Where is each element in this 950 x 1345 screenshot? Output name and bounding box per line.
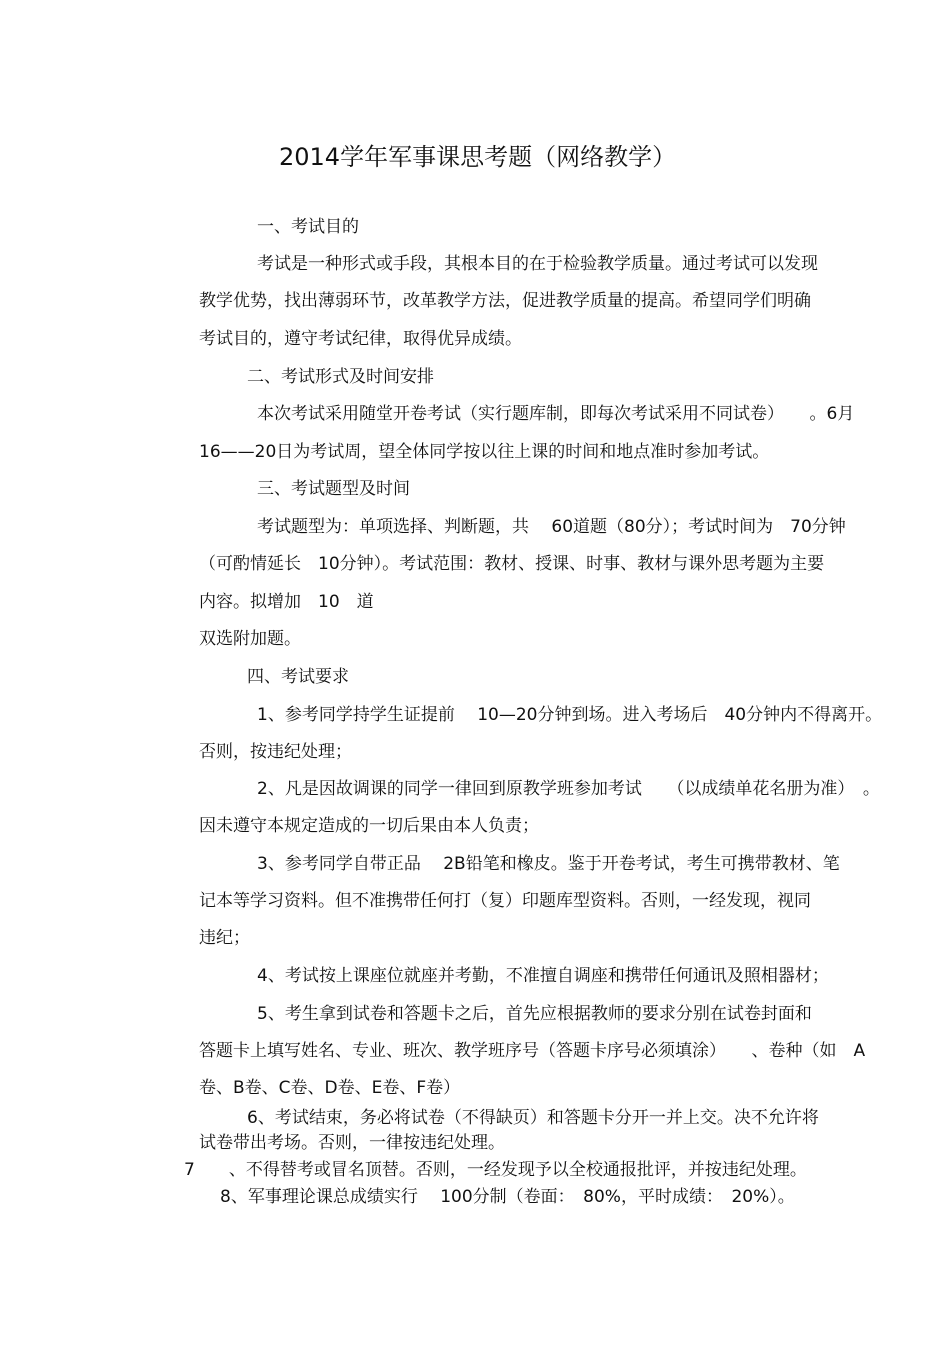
paragraph-line: 因未遵守本规定造成的一切后果由本人负责；: [199, 816, 539, 836]
document-title: 2014学年军事课思考题（网络教学）: [279, 143, 677, 171]
paragraph-line: 8、军事理论课总成绩实行 100分制（卷面： 80%，平时成绩： 20%）。: [220, 1187, 795, 1207]
paragraph-line: 记本等学习资料。但不准携带任何打（复）印题库型资料。否则，一经发现，视同: [199, 891, 811, 911]
paragraph-line: 16——20日为考试周，望全体同学按以往上课的时间和地点准时参加考试。: [199, 442, 770, 462]
section-heading: 四、考试要求: [247, 667, 349, 687]
section-heading: 三、考试题型及时间: [257, 479, 410, 499]
paragraph-line: 本次考试采用随堂开卷考试（实行题库制，即每次考试采用不同试卷） 。6月: [257, 404, 855, 424]
paragraph-line: 4、考试按上课座位就座并考勤，不准擅自调座和携带任何通讯及照相器材；: [257, 966, 829, 986]
paragraph-line: 答题卡上填写姓名、专业、班次、教学班序号（答题卡序号必须填涂） 、卷种（如 A: [199, 1041, 866, 1061]
paragraph-line: 2、凡是因故调课的同学一律回到原教学班参加考试 （以成绩单花名册为准） 。: [257, 779, 880, 799]
paragraph-line: （可酌情延长 10分钟）。考试范围：教材、授课、时事、教材与课外思考题为主要: [199, 554, 825, 574]
paragraph-line: 考试目的，遵守考试纪律，取得优异成绩。: [199, 329, 522, 349]
paragraph-line: 否则，按违纪处理；: [199, 742, 352, 762]
paragraph-line: 5、考生拿到试卷和答题卡之后，首先应根据教师的要求分别在试卷封面和: [257, 1004, 812, 1024]
paragraph-line: 内容。拟增加 10 道: [199, 592, 374, 612]
paragraph-line: 6、考试结束，务必将试卷（不得缺页）和答题卡分开一并上交。决不允许将: [247, 1108, 819, 1128]
paragraph-line: 试卷带出考场。否则，一律按违纪处理。: [199, 1133, 505, 1153]
paragraph-line: 教学优势，找出薄弱环节，改革教学方法，促进教学质量的提高。希望同学们明确: [199, 291, 811, 311]
paragraph-line: 卷、B卷、C卷、D卷、E卷、F卷）: [199, 1078, 461, 1098]
section-heading: 一、考试目的: [257, 217, 359, 237]
paragraph-line: 1、参考同学持学生证提前 10—20分钟到场。进入考场后 40分钟内不得离开。: [257, 705, 883, 725]
paragraph-line: 考试是一种形式或手段，其根本目的在于检验教学质量。通过考试可以发现: [257, 254, 818, 274]
paragraph-line: 双选附加题。: [199, 629, 301, 649]
paragraph-line: 7 、不得替考或冒名顶替。否则，一经发现予以全校通报批评，并按违纪处理。: [184, 1160, 807, 1180]
paragraph-line: 考试题型为：单项选择、判断题，共 60道题（80分）；考试时间为 70分钟: [257, 517, 846, 537]
paragraph-line: 违纪；: [199, 928, 250, 948]
section-heading: 二、考试形式及时间安排: [247, 367, 434, 387]
paragraph-line: 3、参考同学自带正品 2B铅笔和橡皮。鉴于开卷考试，考生可携带教材、笔: [257, 854, 840, 874]
